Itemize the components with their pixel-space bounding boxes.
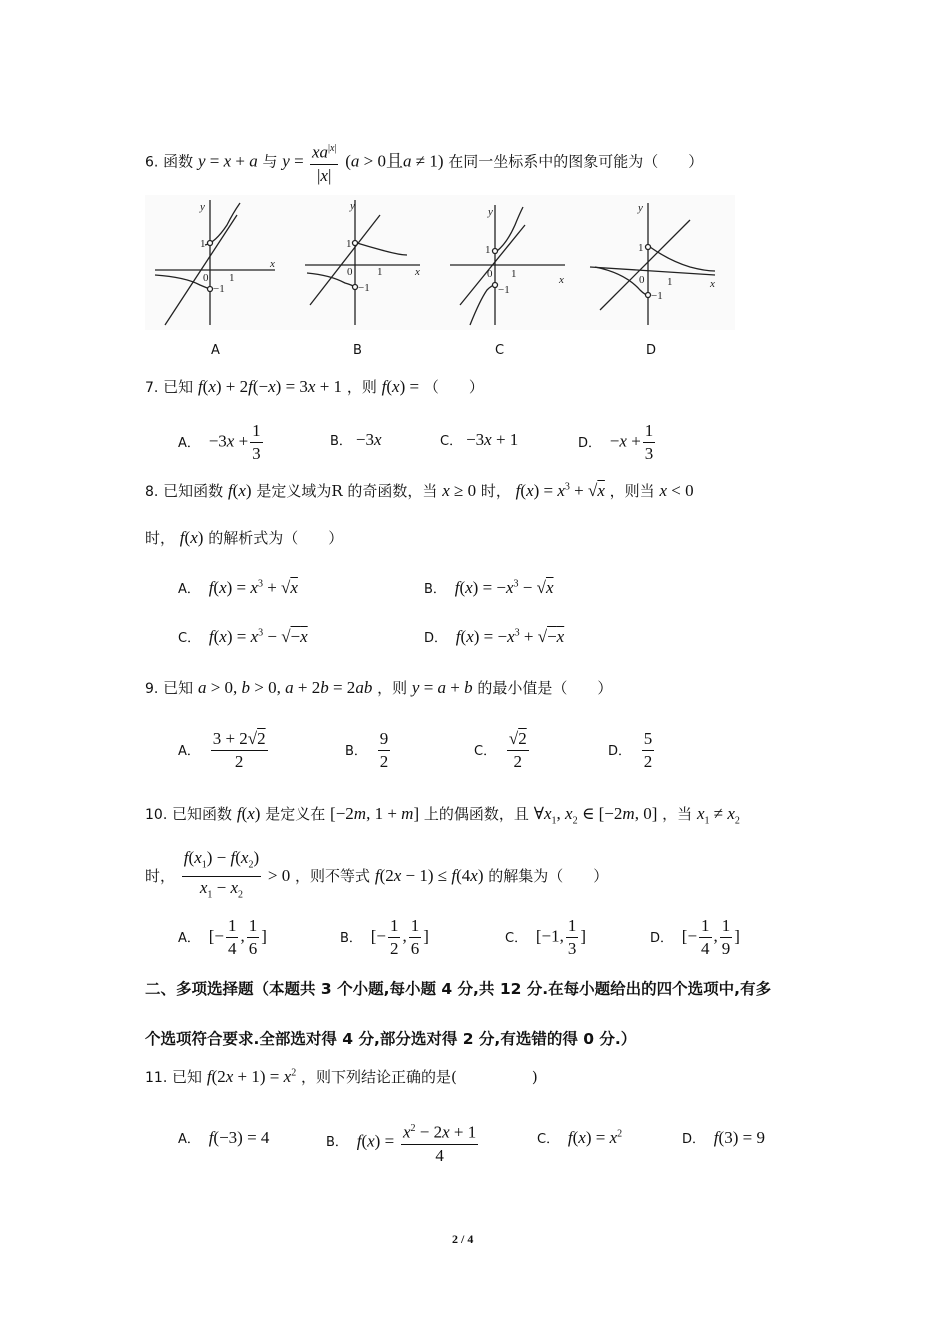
q8-option-c: C． $f(x) = x^3 - √-x$ [178,627,308,646]
svg-text:0: 0 [487,268,493,280]
q9-option-b: B． $\frac{9}{2}$ [345,729,389,771]
question-text: 在同一坐标系中的图象可能为（ ） [448,152,704,171]
question-text: 已知 [163,378,194,396]
svg-text:−1: −1 [651,290,663,302]
svg-text:x: x [270,258,275,270]
q11-option-c: C． $f(x) = x^2$ [537,1128,623,1147]
svg-text:0: 0 [639,274,645,286]
question-8: 8. 已知函数 f(x) 是定义域为R 的奇函数，当 x ≥ 0 时， $f(x) = x^3 + √x$ ，则当 x < 0 [145,481,694,500]
question-10: 10. 已知函数 f(x) 是定义在 [−2m, 1 + m] 上的偶函数，且 $\forall x_1$, $x_2$ ∈ [−2m, 0] ，当 $x_1 \ne x_2$ [145,804,740,827]
question-text: 已知函数 [172,805,233,823]
q8-option-a: A． $f(x) = x^3 + √x$ [178,578,298,597]
graph-label-d: D [646,343,657,358]
question-number: 8. [145,484,159,500]
svg-text:1: 1 [229,272,235,284]
question-10-line2: 时， $\frac{f(x_1) - f(x_2)}{x_1 - x_2}$ > 0 ，则不等式 f(2x − 1) ≤ f(4x) 的解集为（ ） [145,848,609,901]
graph-label-a: A [211,343,220,358]
question-6: 6. 函数 y = x + a 与 y = $\frac{xa^{|x|}}{|x|}$ (a > 0且a ≠ 1) 在同一坐标系中的图象可能为（ ） [145,138,703,187]
question-text: 上的偶函数，且 [423,805,529,823]
svg-text:0: 0 [347,266,353,278]
svg-text:1: 1 [377,266,383,278]
question-8-line2: 时， f(x) 的解析式为（ ） [145,528,344,547]
question-text: ，则 [346,378,377,396]
question-9: 9. 已知 a > 0, b > 0, a + 2b = 2ab ，则 y = a + b 的最小值是（ ） [145,678,613,697]
section-heading-cont: 个选项符合要求.全部选对得 4 分,部分选对得 2 分,有选错的得 0 分.） [145,1030,637,1048]
question-text: ，则下列结论正确的是( ) [300,1068,538,1086]
question-text: 函数 [163,152,194,171]
question-number: 11. [145,1070,168,1086]
question-text: 是定义在 [265,805,326,823]
svg-text:1: 1 [346,238,352,250]
question-number: 9. [145,681,159,697]
svg-text:x: x [710,278,715,290]
svg-text:1: 1 [638,242,644,254]
svg-text:1: 1 [667,276,673,288]
question-text: ，则当 [609,482,655,500]
question-text: ，当 [662,805,693,823]
svg-text:1: 1 [200,238,206,250]
q10-option-a: A． [− $\frac{1}{4}$ , $\frac{1}{6}$ ] [178,916,267,958]
graph-label-c: C [495,343,505,358]
question-text: 已知函数 [163,482,224,500]
question-number: 6. [145,154,159,171]
q9-option-a: A． $\frac{3 + 2√2}{2}$ [178,729,266,771]
question-7: 7. 已知 f(x) + 2f(−x) = 3x + 1 ，则 f(x) = （ ） [145,377,484,396]
svg-text:y: y [638,202,643,214]
q8-option-d: D． $f(x) = -x^3 + √-x$ [424,627,565,646]
q10-option-b: B． [− $\frac{1}{2}$ , $\frac{1}{6}$ ] [340,916,429,958]
svg-text:y: y [488,206,493,218]
q8-option-b: B． $f(x) = -x^3 - √x$ [424,578,554,597]
question-number: 7. [145,380,159,396]
question-text: 是定义域为R 的奇函数，当 [256,482,438,500]
q11-option-b: B． f(x) = $\frac{x^2 - 2x + 1}{4}$ [326,1118,480,1167]
graph-label-b: B [353,343,362,358]
q9-option-c: C． $\frac{√2}{2}$ [474,729,527,771]
question-text: 已知 [163,679,194,697]
q7-option-b: B． −3x [330,430,382,449]
svg-text:−1: −1 [358,282,370,294]
svg-text:x: x [415,266,420,278]
svg-text:−1: −1 [213,283,225,295]
q11-option-a: A． f(−3) = 4 [178,1128,270,1147]
page-number: 2 / 4 [452,1232,474,1246]
q11-option-d: D． f(3) = 9 [682,1128,765,1147]
svg-text:x: x [559,274,564,286]
svg-text:1: 1 [485,244,491,256]
q10-option-d: D． [− $\frac{1}{4}$ , $\frac{1}{9}$ ] [650,916,740,958]
q7-option-c: C． −3x + 1 [440,430,519,449]
question-text: 时， [480,482,511,500]
q9-option-d: D． $\frac{5}{2}$ [608,729,653,771]
question-text: （ ） [423,378,484,396]
question-text: ，则 [377,679,408,697]
question-text: 的最小值是（ ） [477,679,613,697]
question-text: 已知 [172,1068,203,1086]
section-heading: 二、多项选择题（本题共 3 个小题,每小题 4 分,共 12 分.在每小题给出的四个选项中,有多 [145,980,772,998]
svg-text:1: 1 [511,268,517,280]
q10-option-c: C． [−1, $\frac{1}{3}$ ] [505,916,587,958]
q7-option-d: D． −x + $\frac{1}{3}$ [578,421,654,463]
svg-text:−1: −1 [498,284,510,296]
question-number: 10. [145,807,168,823]
svg-text:y: y [200,201,205,213]
svg-text:y: y [350,200,355,212]
question-11: 11. 已知 $f(2x + 1) = x^2$ ，则下列结论正确的是( ) [145,1067,538,1086]
svg-text:0: 0 [203,272,209,284]
q7-option-a: A． −3x + $\frac{1}{3}$ [178,421,261,463]
q6-graphs [145,195,735,330]
